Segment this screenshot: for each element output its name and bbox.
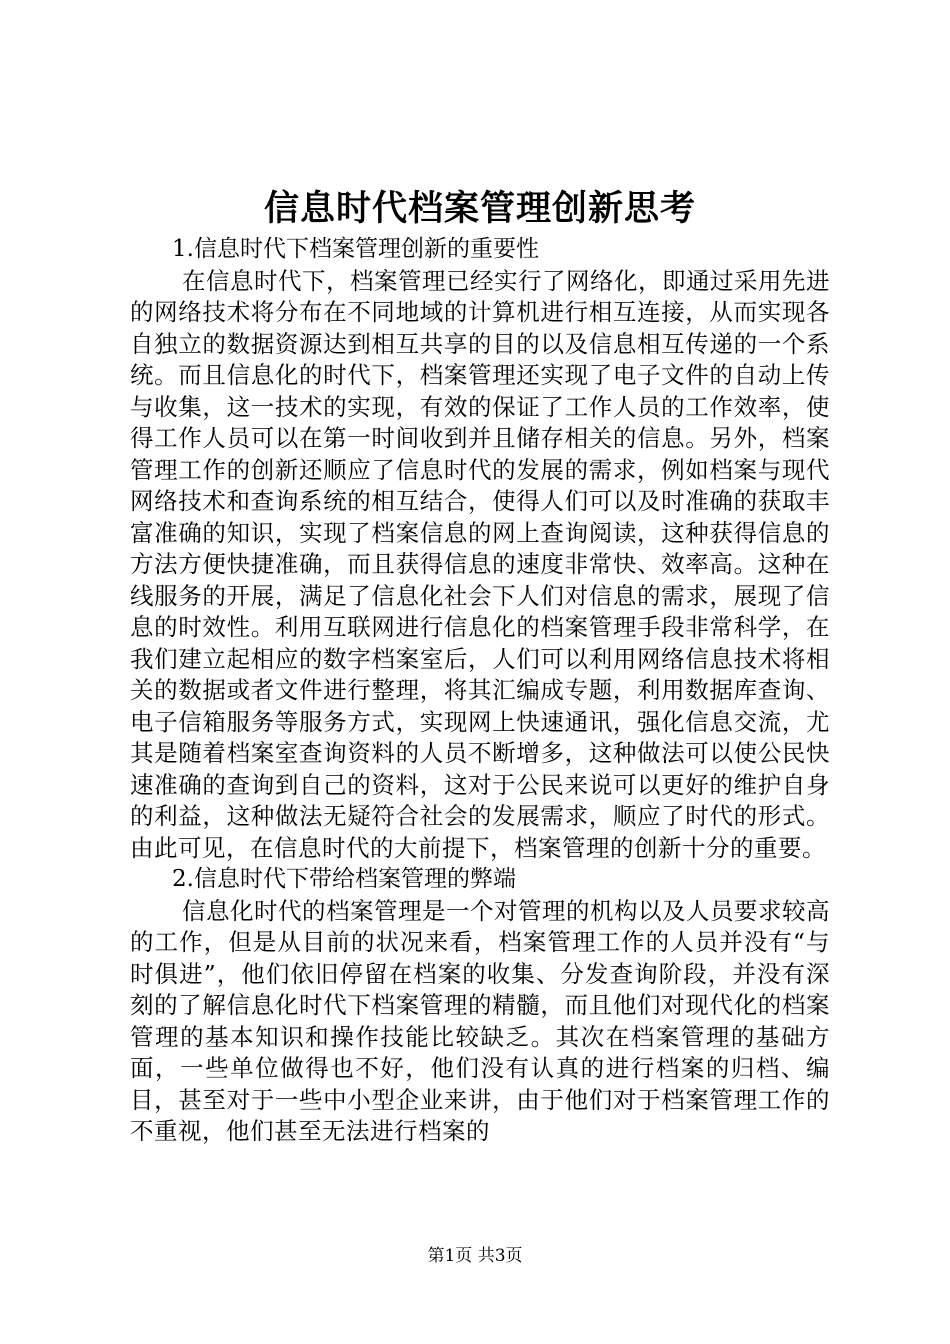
section-paragraph: 信息化时代的档案管理是一个对管理的机构以及人员要求较高的工作，但是从目前的状况来看，档案管理工作的人员并没有“与时俱进”，他们依旧停留在档案的收集、分发查询阶段，并没有深刻的了解信息化时代下档案管理的精髓，而且他们对现代化的档案管理的基本知识和操作技能比较缺乏。其次在档案管理的基础方面，一些单位做得也不好，他们没有认真的进行档案的归档、编目，甚至对于一些中小型企业来讲，由于他们对于档案管理工作的不重视，他们甚至无法进行档案的 (130, 896, 830, 1145)
page-footer: 第1页 共3页 (427, 1246, 523, 1266)
document-body (130, 234, 830, 1148)
section-importance (130, 234, 830, 864)
section-heading: 1.信息时代下档案管理创新的重要性 (172, 236, 539, 262)
section-paragraph: 在信息时代下，档案管理已经实行了网络化，即通过采用先进的网络技术将分布在不同地域的计算机进行相互连接，从而实现各自独立的数据资源达到相互共享的目的以及信息相互传递的一个系统。而且信息化的时代下，档案管理还实现了电子文件的自动上传与收集，这一技术的实现，有效的保证了工作人员的工作效率，使得工作人员可以在第一时间收到并且储存相关的信息。另外，档案管理工作的创新还顺应了信息时代的发展的需求，例如档案与现代网络技术和查询系统的相互结合，使得人们可以及时准确的获取丰富准确的知识，实现了档案信息的网上查询阅读，这种获得信息的方法方便快捷准确，而且获得信息的速度非常快、效率高。这种在线服务的开展，满足了信息化社会下人们对信息的需求，展现了信息的时效性。利用互联网进行信息化的档案管理手段非常科学，在我们建立起相应的数字档案室后，人们可以利用网络信息技术将相关的数据或者文件进行整理，将其汇编成专题，利用数据库查询、电子信箱服务等服务方式，实现网上快速通讯，强化信息交流，尤其是随着档案室查询资料的人员不断增多，这种做法可以使公民快速准确的查询到自己的资料，这对于公民来说可以更好的维护自身的利益，这种做法无疑符合社会的发展需求，顺应了时代的形式。由此可见，在信息时代的大前提下，档案管理的创新十分的重要。 (130, 266, 830, 862)
document-title: 信息时代档案管理创新思考 (263, 188, 696, 229)
section-drawbacks (130, 864, 830, 1148)
section-heading: 2.信息时代下带给档案管理的弊端 (172, 866, 516, 892)
